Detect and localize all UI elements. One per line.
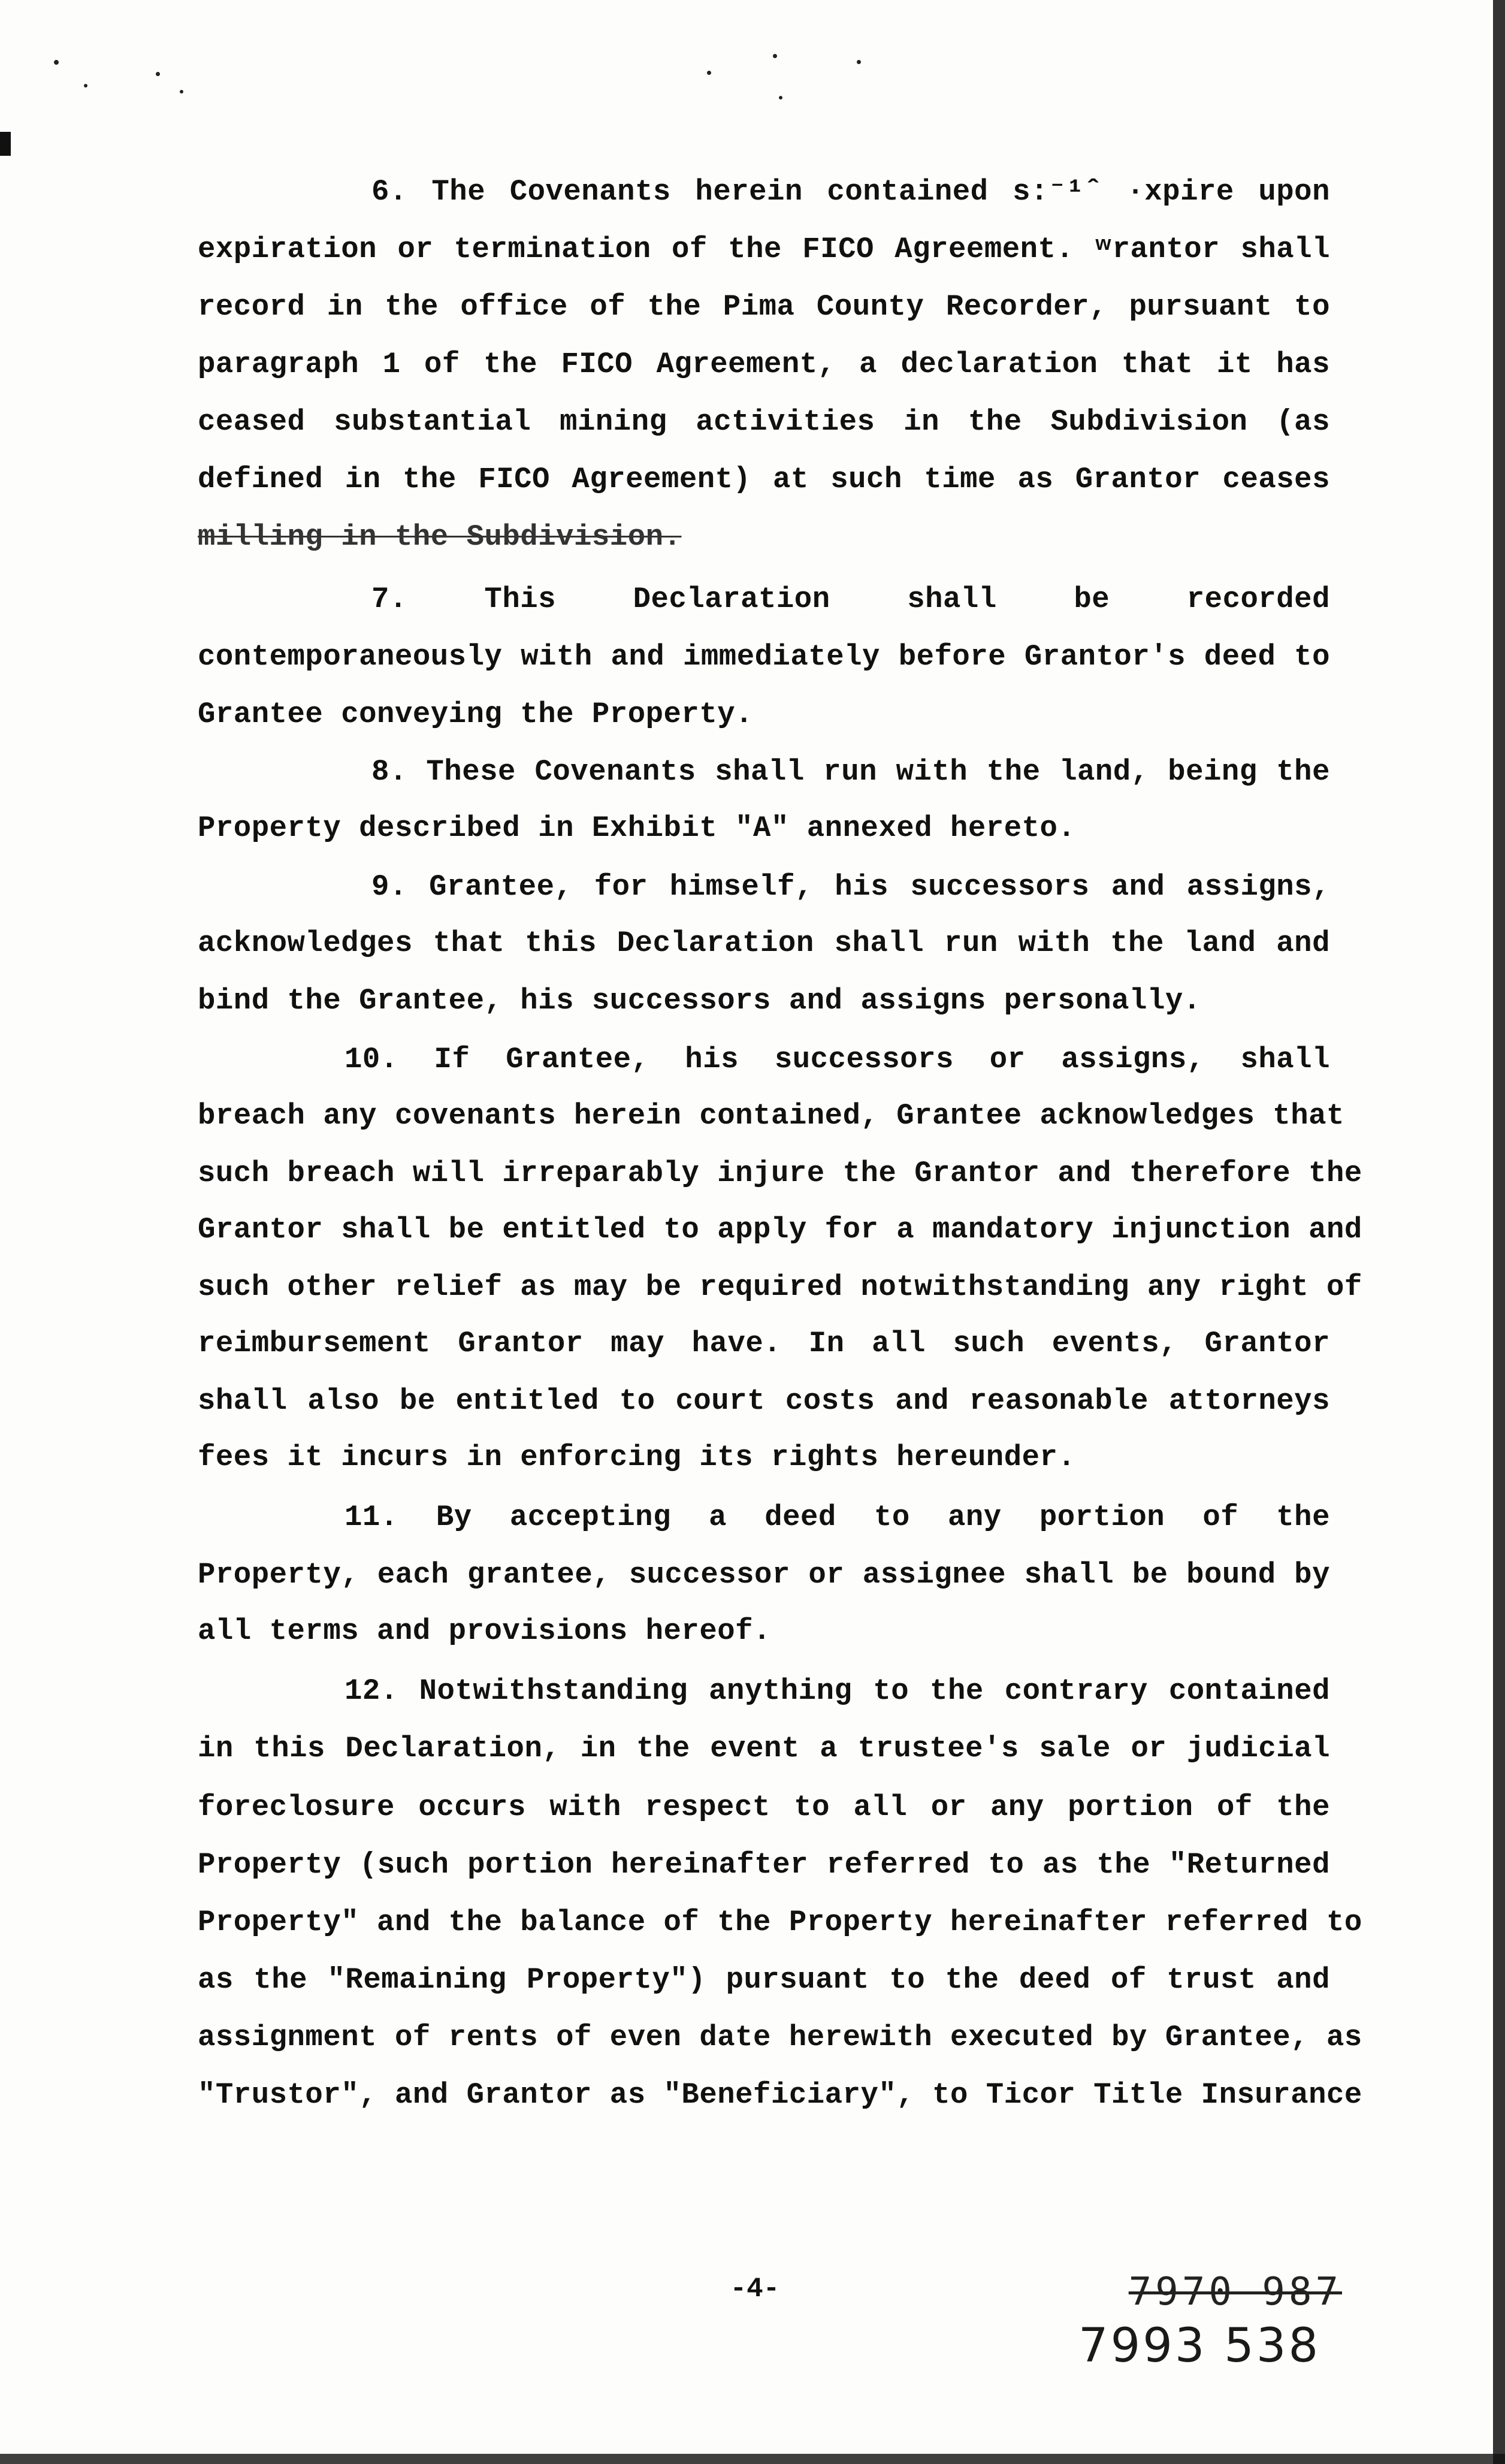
text-line: defined in the FICO Agreement) at such time as Grantor ceases <box>198 463 1330 496</box>
text-line: paragraph 1 of the FICO Agreement, a declaration that it has <box>198 348 1330 381</box>
scan-speck <box>156 72 160 76</box>
scan-right-edge <box>1493 0 1505 2464</box>
text-line: shall also be entitled to court costs and reasonable attorneys <box>198 1384 1330 1418</box>
scan-speck <box>180 90 183 93</box>
text-line: in this Declaration, in the event a trustee's sale or judicial <box>198 1732 1330 1765</box>
recording-stamp: 7993 538 <box>1078 2319 1321 2373</box>
scan-speck <box>84 84 87 87</box>
text-line: 7. This Declaration shall be recorded <box>371 582 1330 616</box>
text-line: reimbursement Grantor may have. In all such events, Grantor <box>198 1327 1330 1360</box>
text-line: 9. Grantee, for himself, his successors and assigns, <box>371 870 1330 904</box>
text-line: ceased substantial mining activities in the Subdivision (as <box>198 405 1330 439</box>
text-line: 6. The Covenants herein contained s:⁻¹ˆ ·xpire upon <box>371 175 1330 209</box>
scan-bottom-edge <box>0 2454 1505 2464</box>
scan-speck <box>54 60 59 65</box>
text-line: fees it incurs in enforcing its rights hereunder. <box>198 1441 1076 1474</box>
text-line: 8. These Covenants shall run with the land, being the <box>371 755 1330 789</box>
text-line: Grantee conveying the Property. <box>198 697 754 731</box>
text-line: Property described in Exhibit "A" annexed hereto. <box>198 811 1076 845</box>
text-line: breach any covenants herein contained, Grantee acknowledges that <box>198 1099 1344 1133</box>
text-line: such breach will irreparably injure the Grantor and therefore the <box>198 1156 1362 1190</box>
text-line: milling in the Subdivision. <box>198 520 682 554</box>
text-line: contemporaneously with and immediately before Grantor's deed to <box>198 640 1330 674</box>
text-line: Property, each grantee, successor or assignee shall be bound by <box>198 1558 1330 1592</box>
text-line: assignment of rents of even date herewith executed by Grantee, as <box>198 2021 1362 2054</box>
text-line: 11. By accepting a deed to any portion of the <box>344 1500 1330 1534</box>
scan-speck <box>779 96 782 99</box>
scan-speck <box>857 60 861 64</box>
text-line: Property (such portion hereinafter referred to as the "Returned <box>198 1848 1330 1882</box>
text-line: expiration or termination of the FICO Agreement. ʷrantor shall <box>198 232 1330 266</box>
text-line: Grantor shall be entitled to apply for a mandatory injunction and <box>198 1213 1362 1246</box>
text-line: bind the Grantee, his successors and assigns personally. <box>198 984 1201 1017</box>
text-line: 10. If Grantee, his successors or assigns, shall <box>344 1043 1330 1076</box>
text-line: as the "Remaining Property") pursuant to the deed of trust and <box>198 1963 1330 1997</box>
scan-speck <box>773 54 777 58</box>
text-line: acknowledges that this Declaration shall run with the land and <box>198 926 1330 960</box>
text-line: all terms and provisions hereof. <box>198 1614 771 1648</box>
text-line: record in the office of the Pima County Recorder, pursuant to <box>198 290 1330 324</box>
scan-edge-mark <box>0 132 11 156</box>
text-line: such other relief as may be required notwithstanding any right of <box>198 1270 1362 1304</box>
text-line: foreclosure occurs with respect to all or any portion of the <box>198 1790 1330 1824</box>
text-line: 12. Notwithstanding anything to the contrary contained <box>344 1674 1330 1708</box>
text-line: "Trustor", and Grantor as "Beneficiary", to Ticor Title Insurance <box>198 2078 1362 2112</box>
recording-stamp-crossed-out: 7970 987 <box>1128 2270 1342 2314</box>
text-line: Property" and the balance of the Property hereinafter referred to <box>198 1906 1362 1939</box>
scan-speck <box>707 71 711 75</box>
page-number: -4- <box>730 2273 780 2305</box>
